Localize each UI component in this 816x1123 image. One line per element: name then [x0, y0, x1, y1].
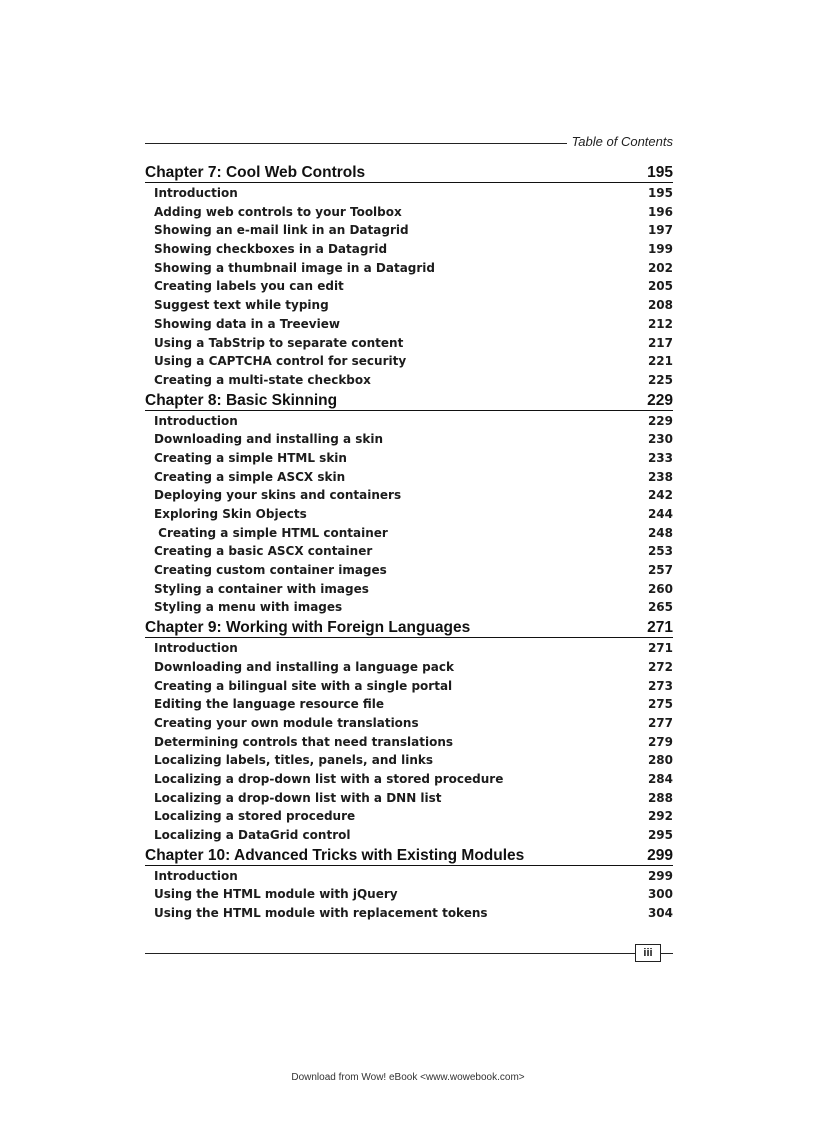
toc-entry[interactable]	[145, 751, 673, 770]
toc-entry-page: 230	[647, 432, 673, 447]
toc-entry[interactable]	[145, 524, 673, 543]
toc-entry-page: 299	[647, 868, 673, 883]
chapter-section	[145, 847, 673, 923]
toc-entry[interactable]	[145, 449, 673, 468]
toc-entry-title: Styling a menu with images	[154, 600, 343, 615]
toc-entry-page: 217	[647, 335, 673, 350]
toc-entry-page: 238	[647, 469, 673, 484]
toc-entry[interactable]	[145, 561, 673, 580]
toc-entry[interactable]	[145, 221, 673, 240]
toc-entry-title: Creating custom container images	[154, 563, 387, 578]
toc-entry-title: Showing an e-mail link in an Datagrid	[154, 223, 409, 238]
toc-entry[interactable]	[145, 184, 673, 203]
toc-entry-title: Creating a basic ASCX container	[154, 544, 373, 559]
toc-entry-page: 295	[647, 828, 673, 842]
toc-entry-page: 202	[647, 260, 673, 275]
toc-entry[interactable]	[145, 505, 673, 524]
toc-entry-page: 277	[647, 715, 673, 730]
toc-entry-page: 300	[647, 887, 673, 902]
chapter-heading[interactable]	[145, 847, 673, 866]
toc-entry[interactable]	[145, 315, 673, 334]
toc-entry-title: Creating a simple HTML container	[154, 525, 388, 540]
chapter-page: 299	[647, 846, 673, 864]
toc-entry[interactable]	[145, 733, 673, 752]
toc-entry-title: Deploying your skins and containers	[154, 488, 402, 503]
toc-entry[interactable]	[145, 904, 673, 923]
toc-entry-page: 288	[647, 790, 673, 805]
toc-entry[interactable]	[145, 677, 673, 696]
toc-entry-title: Localizing a DataGrid control	[154, 828, 351, 842]
chapter-heading[interactable]	[145, 164, 673, 183]
toc-entry[interactable]	[145, 542, 673, 561]
toc-entry-title: Creating a simple ASCX skin	[154, 469, 346, 484]
toc-entry-title: Introduction	[154, 641, 238, 656]
footer-rule	[145, 953, 673, 954]
toc-entry-page: 196	[647, 204, 673, 219]
toc-entry-page: 273	[647, 678, 673, 693]
chapter-heading[interactable]	[145, 619, 673, 638]
chapter-title: Chapter 9: Working with Foreign Languages	[145, 619, 471, 637]
chapter-title: Chapter 10: Advanced Tricks with Existing Modules	[145, 846, 525, 864]
toc-entry-title: Localizing a stored procedure	[154, 809, 356, 824]
toc-entry-title: Using a CAPTCHA control for security	[154, 354, 407, 369]
toc-entry[interactable]	[145, 334, 673, 353]
toc-entry[interactable]	[145, 807, 673, 826]
chapter-section	[145, 619, 673, 845]
toc-entry-title: Introduction	[154, 413, 238, 428]
toc-entry[interactable]	[145, 259, 673, 278]
toc-entry[interactable]	[145, 695, 673, 714]
toc-entry-page: 284	[647, 771, 673, 786]
toc-entry-title: Localizing a drop-down list with a DNN list	[154, 790, 442, 805]
toc-entry[interactable]	[145, 658, 673, 677]
toc-entry-page: 208	[647, 298, 673, 313]
toc-entry-title: Introduction	[154, 868, 238, 883]
toc-entry[interactable]	[145, 468, 673, 487]
toc-entry[interactable]	[145, 240, 673, 259]
toc-entry-title: Introduction	[154, 186, 238, 200]
chapter-section	[145, 164, 673, 390]
toc-entry-page: 197	[647, 223, 673, 238]
toc-entry[interactable]	[145, 789, 673, 808]
toc-entry-title: Showing data in a Treeview	[154, 316, 340, 331]
toc-entry-page: 205	[647, 279, 673, 294]
toc-entry[interactable]	[145, 203, 673, 222]
toc-entry-title: Showing a thumbnail image in a Datagrid	[154, 260, 436, 275]
chapter-title: Chapter 8: Basic Skinning	[145, 391, 338, 409]
toc-entry[interactable]	[145, 598, 673, 617]
toc-entry-title: Creating a multi-state checkbox	[154, 372, 371, 387]
toc-entry-page: 229	[647, 413, 673, 428]
chapter-heading[interactable]	[145, 392, 673, 411]
toc-entry-page: 233	[647, 450, 673, 465]
toc-entry-title: Using the HTML module with replacement tokens	[154, 906, 488, 921]
toc-entry[interactable]	[145, 885, 673, 904]
toc-entry-title: Creating your own module translations	[154, 715, 419, 730]
toc-entry-page: 292	[647, 809, 673, 824]
toc-entry-title: Editing the language resource file	[154, 697, 385, 712]
toc-entry-page: 279	[647, 734, 673, 749]
download-note: Download from Wow! eBook <www.wowebook.com>	[291, 1072, 525, 1083]
toc-entry-title: Determining controls that need translations	[154, 734, 454, 749]
toc-entry-page: 248	[647, 525, 673, 540]
toc-entry-page: 221	[647, 354, 673, 369]
toc-entry[interactable]	[145, 352, 673, 371]
toc-entry-title: Exploring Skin Objects	[154, 507, 307, 521]
toc-entry-title: Suggest text while typing	[154, 298, 329, 313]
header-rule	[145, 143, 567, 144]
toc-entry[interactable]	[145, 714, 673, 733]
toc-entry-page: 257	[647, 563, 673, 578]
table-of-contents	[145, 164, 673, 925]
toc-entry-title: Using a TabStrip to separate content	[154, 335, 404, 350]
toc-entry[interactable]	[145, 430, 673, 449]
chapter-title: Chapter 7: Cool Web Controls	[145, 164, 366, 181]
page-footer	[145, 944, 673, 964]
toc-entry[interactable]	[145, 580, 673, 599]
toc-entry[interactable]	[145, 826, 673, 845]
chapter-page: 195	[647, 164, 673, 181]
running-header-title: Table of Contents	[568, 134, 673, 149]
toc-entry-title: Showing checkboxes in a Datagrid	[154, 242, 388, 257]
toc-entry-page: 275	[647, 697, 673, 712]
toc-entry[interactable]	[145, 412, 673, 431]
toc-entry-title: Styling a container with images	[154, 581, 369, 596]
toc-entry-page: 195	[647, 186, 673, 200]
toc-entry-title: Localizing a drop-down list with a stored procedure	[154, 771, 504, 786]
toc-entry-page: 260	[647, 581, 673, 596]
chapter-page: 271	[647, 619, 673, 637]
toc-entry-page: 272	[647, 659, 673, 674]
toc-entry-title: Creating a bilingual site with a single portal	[154, 678, 453, 693]
toc-entry-title: Creating labels you can edit	[154, 279, 344, 294]
toc-entry[interactable]	[145, 371, 673, 390]
toc-entry[interactable]	[145, 277, 673, 296]
toc-entry[interactable]	[145, 867, 673, 886]
toc-entry-page: 253	[647, 544, 673, 559]
toc-entry-page: 212	[647, 316, 673, 331]
toc-entry-page: 199	[647, 242, 673, 257]
toc-entry-page: 304	[647, 906, 673, 921]
chapter-section	[145, 392, 673, 618]
toc-entry-title: Localizing labels, titles, panels, and links	[154, 753, 434, 768]
toc-entry-page: 242	[647, 488, 673, 503]
toc-entry-title: Using the HTML module with jQuery	[154, 887, 398, 902]
toc-entry-title: Downloading and installing a skin	[154, 432, 384, 447]
toc-entry-title: Creating a simple HTML skin	[154, 450, 347, 465]
toc-entry-title: Adding web controls to your Toolbox	[154, 204, 402, 219]
toc-entry-title: Downloading and installing a language pack	[154, 659, 454, 674]
page-number: iii	[635, 944, 661, 962]
toc-entry[interactable]	[145, 296, 673, 315]
toc-entry-page: 280	[647, 753, 673, 768]
toc-entry-page: 244	[647, 507, 673, 521]
toc-entry[interactable]	[145, 486, 673, 505]
toc-entry-page: 265	[647, 600, 673, 615]
toc-entry[interactable]	[145, 639, 673, 658]
chapter-page: 229	[647, 391, 673, 409]
running-header	[145, 134, 673, 152]
toc-entry-page: 225	[647, 372, 673, 387]
toc-entry[interactable]	[145, 770, 673, 789]
toc-entry-page: 271	[647, 641, 673, 656]
